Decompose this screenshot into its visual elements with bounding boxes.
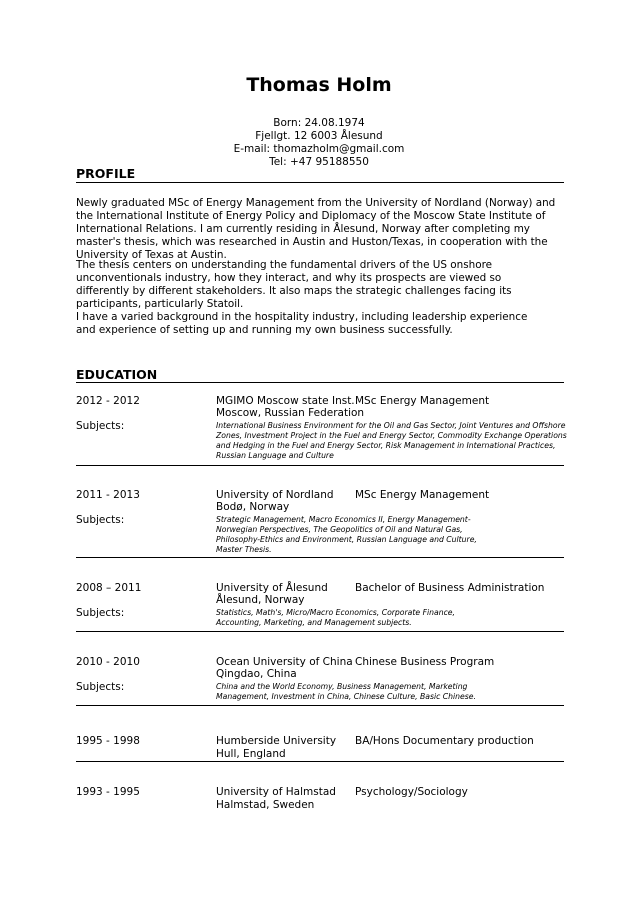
phone: Tel: +47 95188550 — [269, 156, 369, 168]
entry-location: Moscow, Russian Federation — [216, 407, 365, 419]
entry-divider — [76, 465, 564, 466]
entry-years: 2010 - 2010 — [76, 656, 140, 668]
subjects-label: Subjects: — [76, 420, 125, 432]
entry-degree: MSc Energy Management — [355, 489, 490, 501]
entry-years: 1995 - 1998 — [76, 735, 140, 747]
entry-location: Halmstad, Sweden — [216, 799, 315, 811]
subjects-label: Subjects: — [76, 514, 125, 526]
profile-paragraph-1: Newly graduated MSc of Energy Management from the University of Nordland (Norway) and the International Institute of Energy Policy and Diplomacy of the Moscow State Institute of International Relations. I am currently residing in Ålesund, Norway after completing my master's thesis, which was researched in Austin and Huston/Texas, in cooperation with the University of Texas at Austin. — [76, 197, 556, 261]
entry-divider — [76, 557, 564, 558]
subjects-label: Subjects: — [76, 681, 125, 693]
entry-location: Ålesund, Norway — [216, 594, 305, 606]
address: Fjellgt. 12 6003 Ålesund — [255, 130, 383, 142]
profile-divider — [76, 182, 564, 183]
entry-divider — [76, 705, 564, 706]
entry-years: 2008 – 2011 — [76, 582, 142, 594]
entry-institution: University of Halmstad — [216, 786, 336, 798]
entry-degree: BA/Hons Documentary production — [355, 735, 534, 747]
entry-subjects: Strategic Management, Macro Economics II, Energy Management-Norwegian Perspectives, The Geopolitics of Oil and Natural Gas, Philosophy-Ethics and Environment, Russian Language and Culture, Master Thesis. — [216, 515, 477, 554]
profile-paragraph-2: The thesis centers on understanding the fundamental drivers of the US onshore unconventionals industry, how they interact, and why its prospects are viewed so differently by different stakeholders. It also maps the strategic challenges facing its participants, particularly Statoil. — [76, 259, 512, 310]
entry-years: 2011 - 2013 — [76, 489, 140, 501]
subjects-label: Subjects: — [76, 607, 125, 619]
profile-paragraph-3: I have a varied background in the hospitality industry, including leadership experience and experience of setting up and running my own business successfully. — [76, 311, 528, 336]
entry-degree: Psychology/Sociology — [355, 786, 468, 798]
entry-subjects: Statistics, Math's, Micro/Macro Economics, Corporate Finance, Accounting, Marketing, and Management subjects. — [216, 608, 455, 627]
entry-institution: Humberside University — [216, 735, 337, 747]
email: E-mail: thomazholm@gmail.com — [233, 143, 405, 155]
entry-institution: University of Nordland — [216, 489, 334, 501]
entry-location: Bodø, Norway — [216, 501, 290, 513]
entry-divider — [76, 761, 564, 762]
cv-name: Thomas Holm — [246, 74, 392, 96]
entry-divider — [76, 631, 564, 632]
birth-date: Born: 24.08.1974 — [273, 117, 365, 129]
education-divider — [76, 382, 564, 383]
entry-institution: MGIMO Moscow state Inst. — [216, 395, 355, 407]
profile-heading: PROFILE — [76, 166, 136, 181]
entry-location: Qingdao, China — [216, 668, 297, 680]
entry-degree: MSc Energy Management — [355, 395, 490, 407]
entry-subjects: International Business Environment for the Oil and Gas Sector, Joint Ventures and Offshore Zones, Investment Project in the Fuel and Energy Sector, Commodity Exchange Operations and Hedging in the Fuel and Energy Sector, Risk Management in International Practices, Russian Language and Culture — [216, 421, 567, 460]
entry-subjects: China and the World Economy, Business Management, Marketing Management, Investment in China, Chinese Culture, Basic Chinese. — [216, 682, 476, 701]
entry-years: 1993 - 1995 — [76, 786, 140, 798]
entry-location: Hull, England — [216, 748, 286, 760]
entry-degree: Chinese Business Program — [355, 656, 495, 668]
entry-institution: University of Ålesund — [216, 582, 328, 594]
entry-degree: Bachelor of Business Administration — [355, 582, 545, 594]
education-heading: EDUCATION — [76, 367, 158, 382]
entry-institution: Ocean University of China — [216, 656, 353, 668]
entry-years: 2012 - 2012 — [76, 395, 140, 407]
